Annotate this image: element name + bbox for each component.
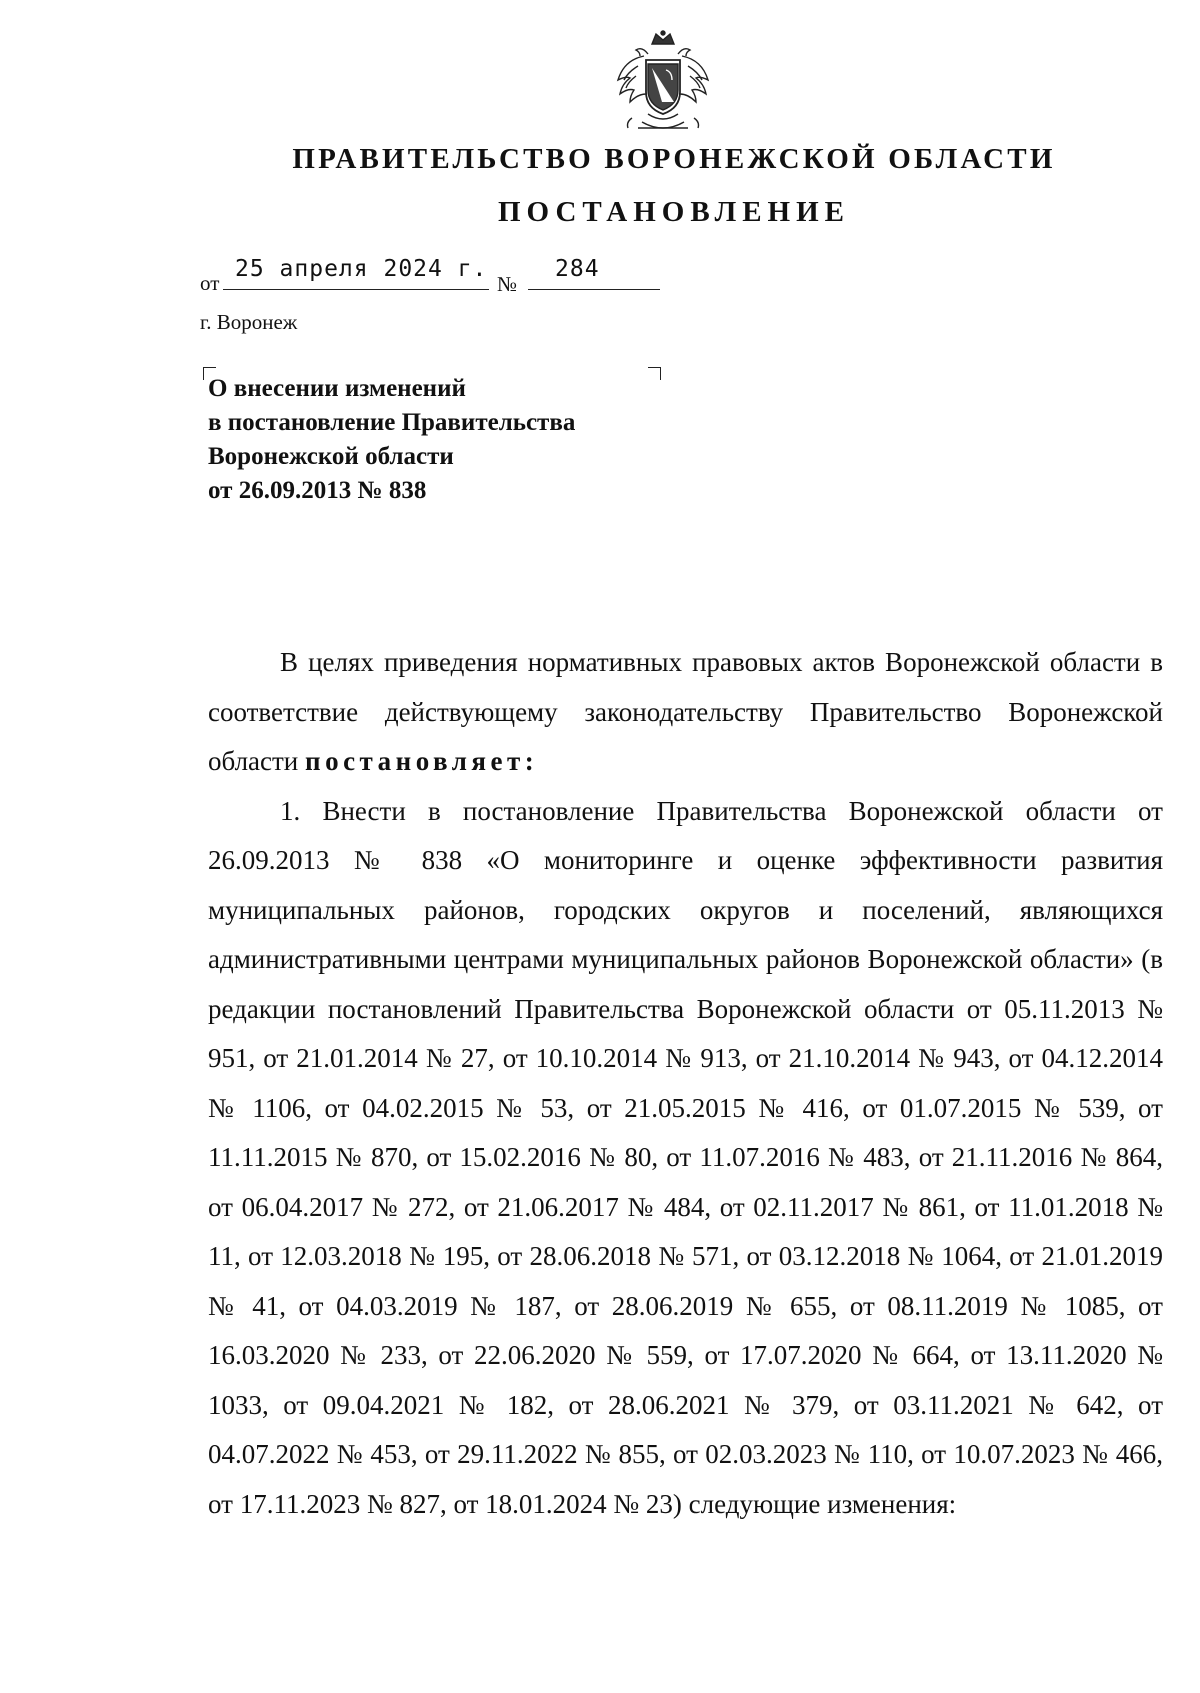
subject-line: О внесении изменений (208, 375, 466, 402)
preamble-paragraph (208, 638, 1163, 787)
coat-of-arms-icon (608, 30, 718, 134)
date-underline (223, 289, 489, 290)
government-title: ПРАВИТЕЛЬСТВО ВОРОНЕЖСКОЙ ОБЛАСТИ (292, 143, 1056, 175)
subject-line: Воронежской области (208, 443, 454, 470)
document-date: 25 апреля 2024 г. (235, 256, 488, 282)
document-city: г. Воронеж (200, 310, 298, 334)
item-1-paragraph: 1. Внести в постановление Правительства Воронежской области от 26.09.2013 № 838 «О мониторинге и оценке эффективности развития муниципальных районов, городских округов и поселений, являющихся административными центрами муниципальных районов Воронежской области» (в редакции постановлений Правительства Воронежской области от 05.11.2013 № 951, от 21.01.2014 № 27, от 10.10.2014 № 913, от 21.10.2014 № 943, от 04.12.2014 № 1106, от 04.02.2015 № 53, от 21.05.2015 № 416, от 01.07.2015 № 539, от 11.11.2015 № 870, от 15.02.2016 № 80, от 11.07.2016 № 483, от 21.11.2016 № 864, от 06.04.2017 № 272, от 21.06.2017 № 484, от 02.11.2017 № 861, от 11.01.2018 № 11, от 12.03.2018 № 195, от 28.06.2018 № 571, от 03.12.2018 № 1064, от 21.01.2019 № 41, от 04.03.2019 № 187, от 28.06.2019 № 655, от 08.11.2019 № 1085, от 16.03.2020 № 233, от 22.06.2020 № 559, от 17.07.2020 № 664, от 13.11.2020 № 1033, от 09.04.2021 № 182, от 28.06.2021 № 379, от 03.11.2021 № 642, от 04.07.2022 № 453, от 29.11.2022 № 855, от 02.03.2023 № 110, от 10.07.2023 № 466, от 17.11.2023 № 827, от 18.01.2024 № 23) следующие изменения: (208, 795, 1163, 1519)
decree-word: постановляет: (305, 746, 539, 776)
number-prefix: № (497, 272, 518, 296)
number-underline (528, 289, 660, 290)
document-number: 284 (555, 256, 600, 282)
subject-line: в постановление Правительства (208, 409, 576, 436)
subject-corner-right (648, 367, 661, 380)
preamble-text: В целях приведения нормативных правовых актов Воронежской области в соответствие действующему законодательству Правительство Воронежской области (208, 647, 1163, 776)
document-subject (208, 372, 575, 508)
document-body (208, 638, 1163, 1529)
document-type-title: ПОСТАНОВЛЕНИЕ (497, 196, 850, 228)
date-prefix: от (200, 271, 220, 295)
subject-line: от 26.09.2013 № 838 (208, 477, 427, 504)
